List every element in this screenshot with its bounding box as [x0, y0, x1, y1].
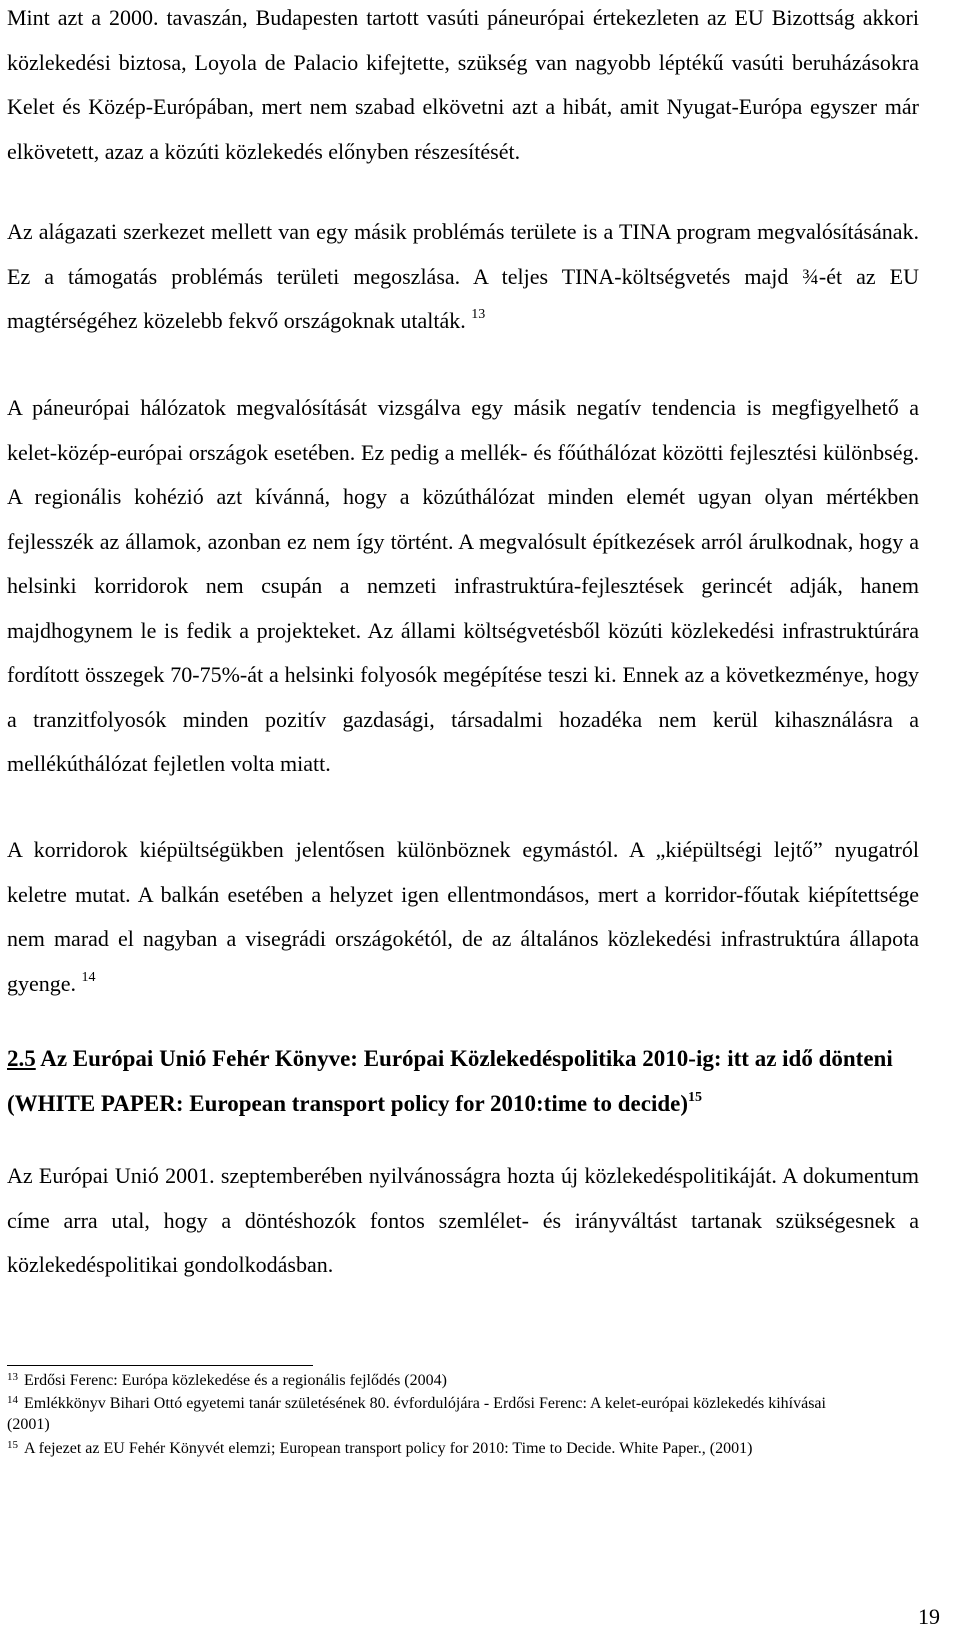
- paragraph-text: A páneurópai hálózatok megvalósítását vizsgálva egy másik negatív tendencia is megfigyelhető a kelet-közép-európai országok esetében. Ez pedig a mellék- és főúthálózat közötti fejlesztési különbség. A regionális kohézió azt kívánná, hogy a közúthálózat minden elemét ugyan olyan mértékben fejlesszék az államok, azonban ez nem így történt. A megvalósult építkezések arról árulkodnak, hogy a helsinki korridorok nem csupán a nemzeti infrastruktúra-fejlesztések gerincét adják, hanem majdhogynem le is fedik a projekteket. Az állami költségvetésből közúti közlekedési infrastruktúrára fordított összegek 70-75%-át a helsinki folyosók megépítése teszi ki. Ennek az a következménye, hogy a tranzitfolyosók minden pozitív gazdasági, társadalmi hozadéka nem kerül kihasználásra a mellékúthálózat fejletlen volta miatt.: [7, 395, 919, 776]
- footnote-number: 13: [7, 1371, 18, 1383]
- footnote-ref[interactable]: 15: [688, 1090, 703, 1105]
- footnote-separator: [7, 1365, 313, 1366]
- body-paragraph: [7, 386, 919, 787]
- section-number: 2.5: [7, 1046, 36, 1071]
- footnote-number: 14: [7, 1394, 18, 1406]
- body-paragraph: [7, 1154, 919, 1288]
- footnote-text: Emlékkönyv Bihari Ottó egyetemi tanár születésének 80. évfordulójára - Erdősi Ferenc: A kelet-európai közlekedés kihívásai (2001): [7, 1395, 826, 1433]
- footnote: [7, 1370, 907, 1391]
- paragraph-text: Az Európai Unió 2001. szeptemberében nyilvánosságra hozta új közlekedéspolitikáját. A dokumentum címe arra utal, hogy a döntéshozók fontos szemlélet- és irányváltást tartanak szükségesnek a közlekedéspolitikai gondolkodásban.: [7, 1163, 919, 1277]
- paragraph-text: Az alágazati szerkezet mellett van egy másik problémás területe is a TINA program megvalósításának. Ez a támogatás problémás területi megoszlása. A teljes TINA-költségvetés majd ¾-ét az EU magtérségéhez közelebb fekvő országoknak utalták.: [7, 219, 919, 333]
- footnote-number: 15: [7, 1439, 18, 1451]
- body-paragraph: [7, 210, 919, 344]
- section-heading: [7, 1036, 919, 1126]
- section-title: Az Európai Unió Fehér Könyve: Európai Közlekedéspolitika 2010-ig: itt az idő dönteni (WHITE PAPER: European transport policy for 2010:time to decide): [7, 1046, 893, 1116]
- footnote-ref[interactable]: 14: [81, 969, 96, 985]
- paragraph-text: Mint azt a 2000. tavaszán, Budapesten tartott vasúti páneurópai értekezleten az EU Bizottság akkori közlekedési biztosa, Loyola de Palacio kifejtette, szükség van nagyobb léptékű vasúti beruházásokra Kelet és Közép-Európában, mert nem szabad elkövetni azt a hibát, amit Nyugat-Európa egyszer már elkövetett, azaz a közúti közlekedés előnyben részesítését.: [7, 5, 919, 164]
- footnote: [7, 1393, 867, 1435]
- body-paragraph: [7, 828, 919, 1006]
- footnote-ref[interactable]: 13: [471, 307, 486, 322]
- footnote: [7, 1438, 907, 1459]
- body-paragraph: [7, 0, 919, 174]
- page-number: 19: [918, 1604, 940, 1629]
- paragraph-text: A korridorok kiépültségükben jelentősen különböznek egymástól. A „kiépültségi lejtő” nyugatról keletre mutat. A balkán esetében a helyzet igen ellentmondásos, mert a korridor-főutak kiépítettsége nem marad el nagyban a visegrádi országokétól, de az általános közlekedési infrastruktúra állapota gyenge.: [7, 837, 919, 996]
- footnote-text: Erdősi Ferenc: Európa közlekedése és a regionális fejlődés (2004): [24, 1372, 447, 1389]
- footnote-text: A fejezet az EU Fehér Könyvét elemzi; European transport policy for 2010: Time to Decide. White Paper., (2001): [24, 1440, 753, 1457]
